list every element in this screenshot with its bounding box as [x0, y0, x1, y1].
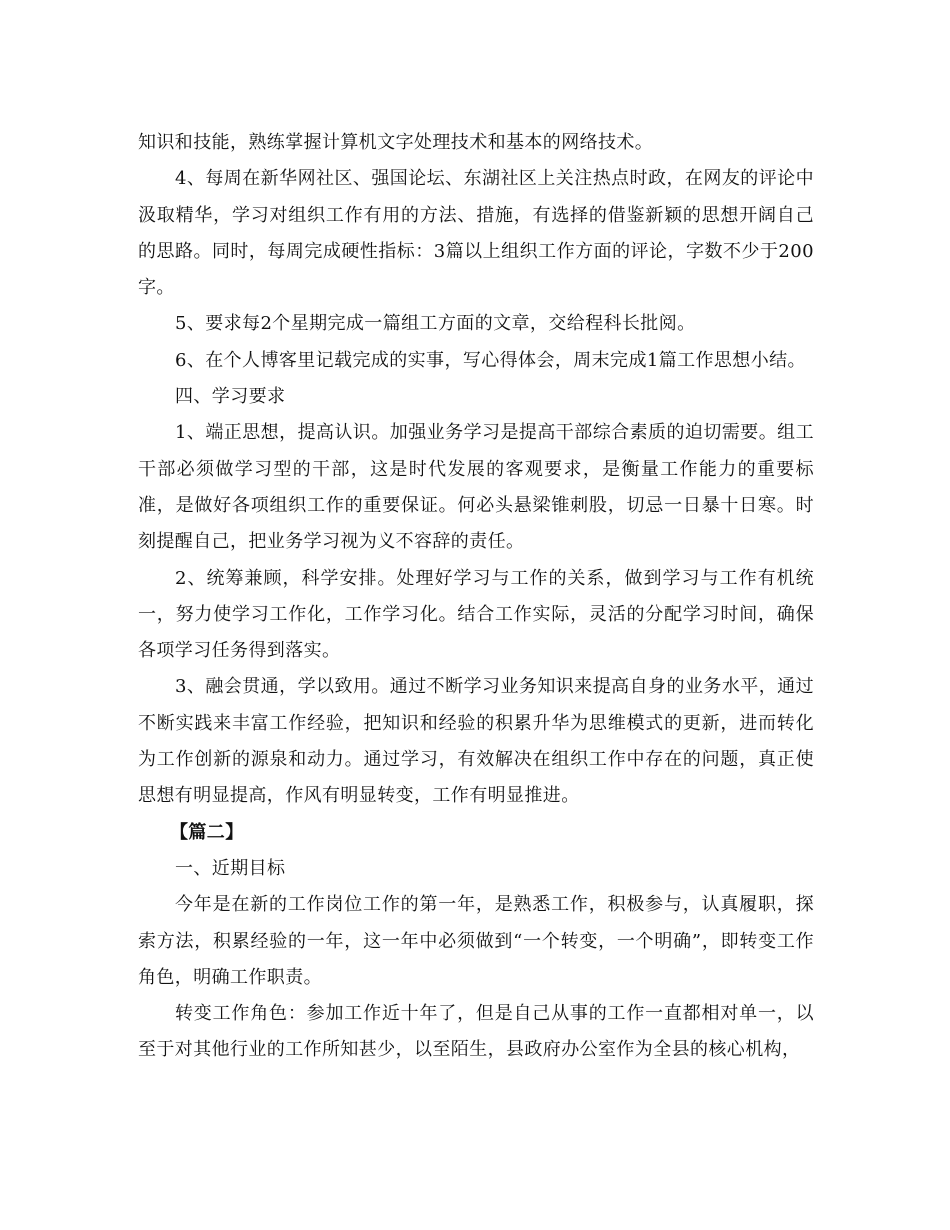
- paragraph-continuation: 知识和技能，熟练掌握计算机文字处理技术和基本的网络技术。: [138, 132, 654, 153]
- paragraph-role-change: 转变工作角色：参加工作近十年了，但是自己从事的工作一直都相对单一，以至于对其他行业的工作所知甚少，以至陌生，县政府办公室作为全县的核心机构，: [138, 1003, 814, 1061]
- paragraph-item-6: 6、在个人博客里记载完成的实事，写心得体会，周末完成1篇工作思想小结。: [175, 349, 806, 371]
- paragraph-item-5: 5、要求每2个星期完成一篇组工方面的文章，交给程科长批阅。: [175, 313, 696, 335]
- section-heading-near-term-goals: 一、近期目标: [175, 857, 286, 879]
- paragraph-requirement-2: 2、统筹兼顾，科学安排。处理好学习与工作的关系，做到学习与工作有机统一，努力使学习工作化，工作学习化。结合工作实际，灵活的分配学习时间，确保各项学习任务得到落实。: [138, 567, 814, 662]
- section-title-part-two: 【篇二】: [170, 821, 244, 843]
- paragraph-requirement-1: 1、端正思想，提高认识。加强业务学习是提高干部综合素质的迫切需要。组工干部必须做学习型的干部，这是时代发展的客观要求，是衡量工作能力的重要标准，是做好各项组织工作的重要保证。何必头悬梁锥刺股，切忌一日暴十日寒。时刻提醒自己，把业务学习视为义不容辞的责任。: [138, 422, 814, 553]
- paragraph-requirement-3: 3、融会贯通，学以致用。通过不断学习业务知识来提高自身的业务水平，通过不断实践来丰富工作经验，把知识和经验的积累升华为思维模式的更新，进而转化为工作创新的源泉和动力。通过学习，有效解决在组织工作中存在的问题，真正使思想有明显提高，作风有明显转变，工作有明显推进。: [138, 676, 814, 807]
- section-heading-study-requirements: 四、学习要求: [175, 386, 286, 408]
- paragraph-first-year: 今年是在新的工作岗位工作的第一年，是熟悉工作，积极参与，认真履职，探索方法，积累经验的一年，这一年中必须做到“一个转变，一个明确”，即转变工作角色，明确工作职责。: [138, 894, 814, 988]
- paragraph-item-4: 4、每周在新华网社区、强国论坛、东湖社区上关注热点时政，在网友的评论中汲取精华，学习对组织工作有用的方法、措施，有选择的借鉴新颖的思想开阔自己的思路。同时，每周完成硬性指标：3篇以上组织工作方面的评论，字数不少于200字。: [138, 168, 814, 299]
- document-body: [138, 125, 814, 1069]
